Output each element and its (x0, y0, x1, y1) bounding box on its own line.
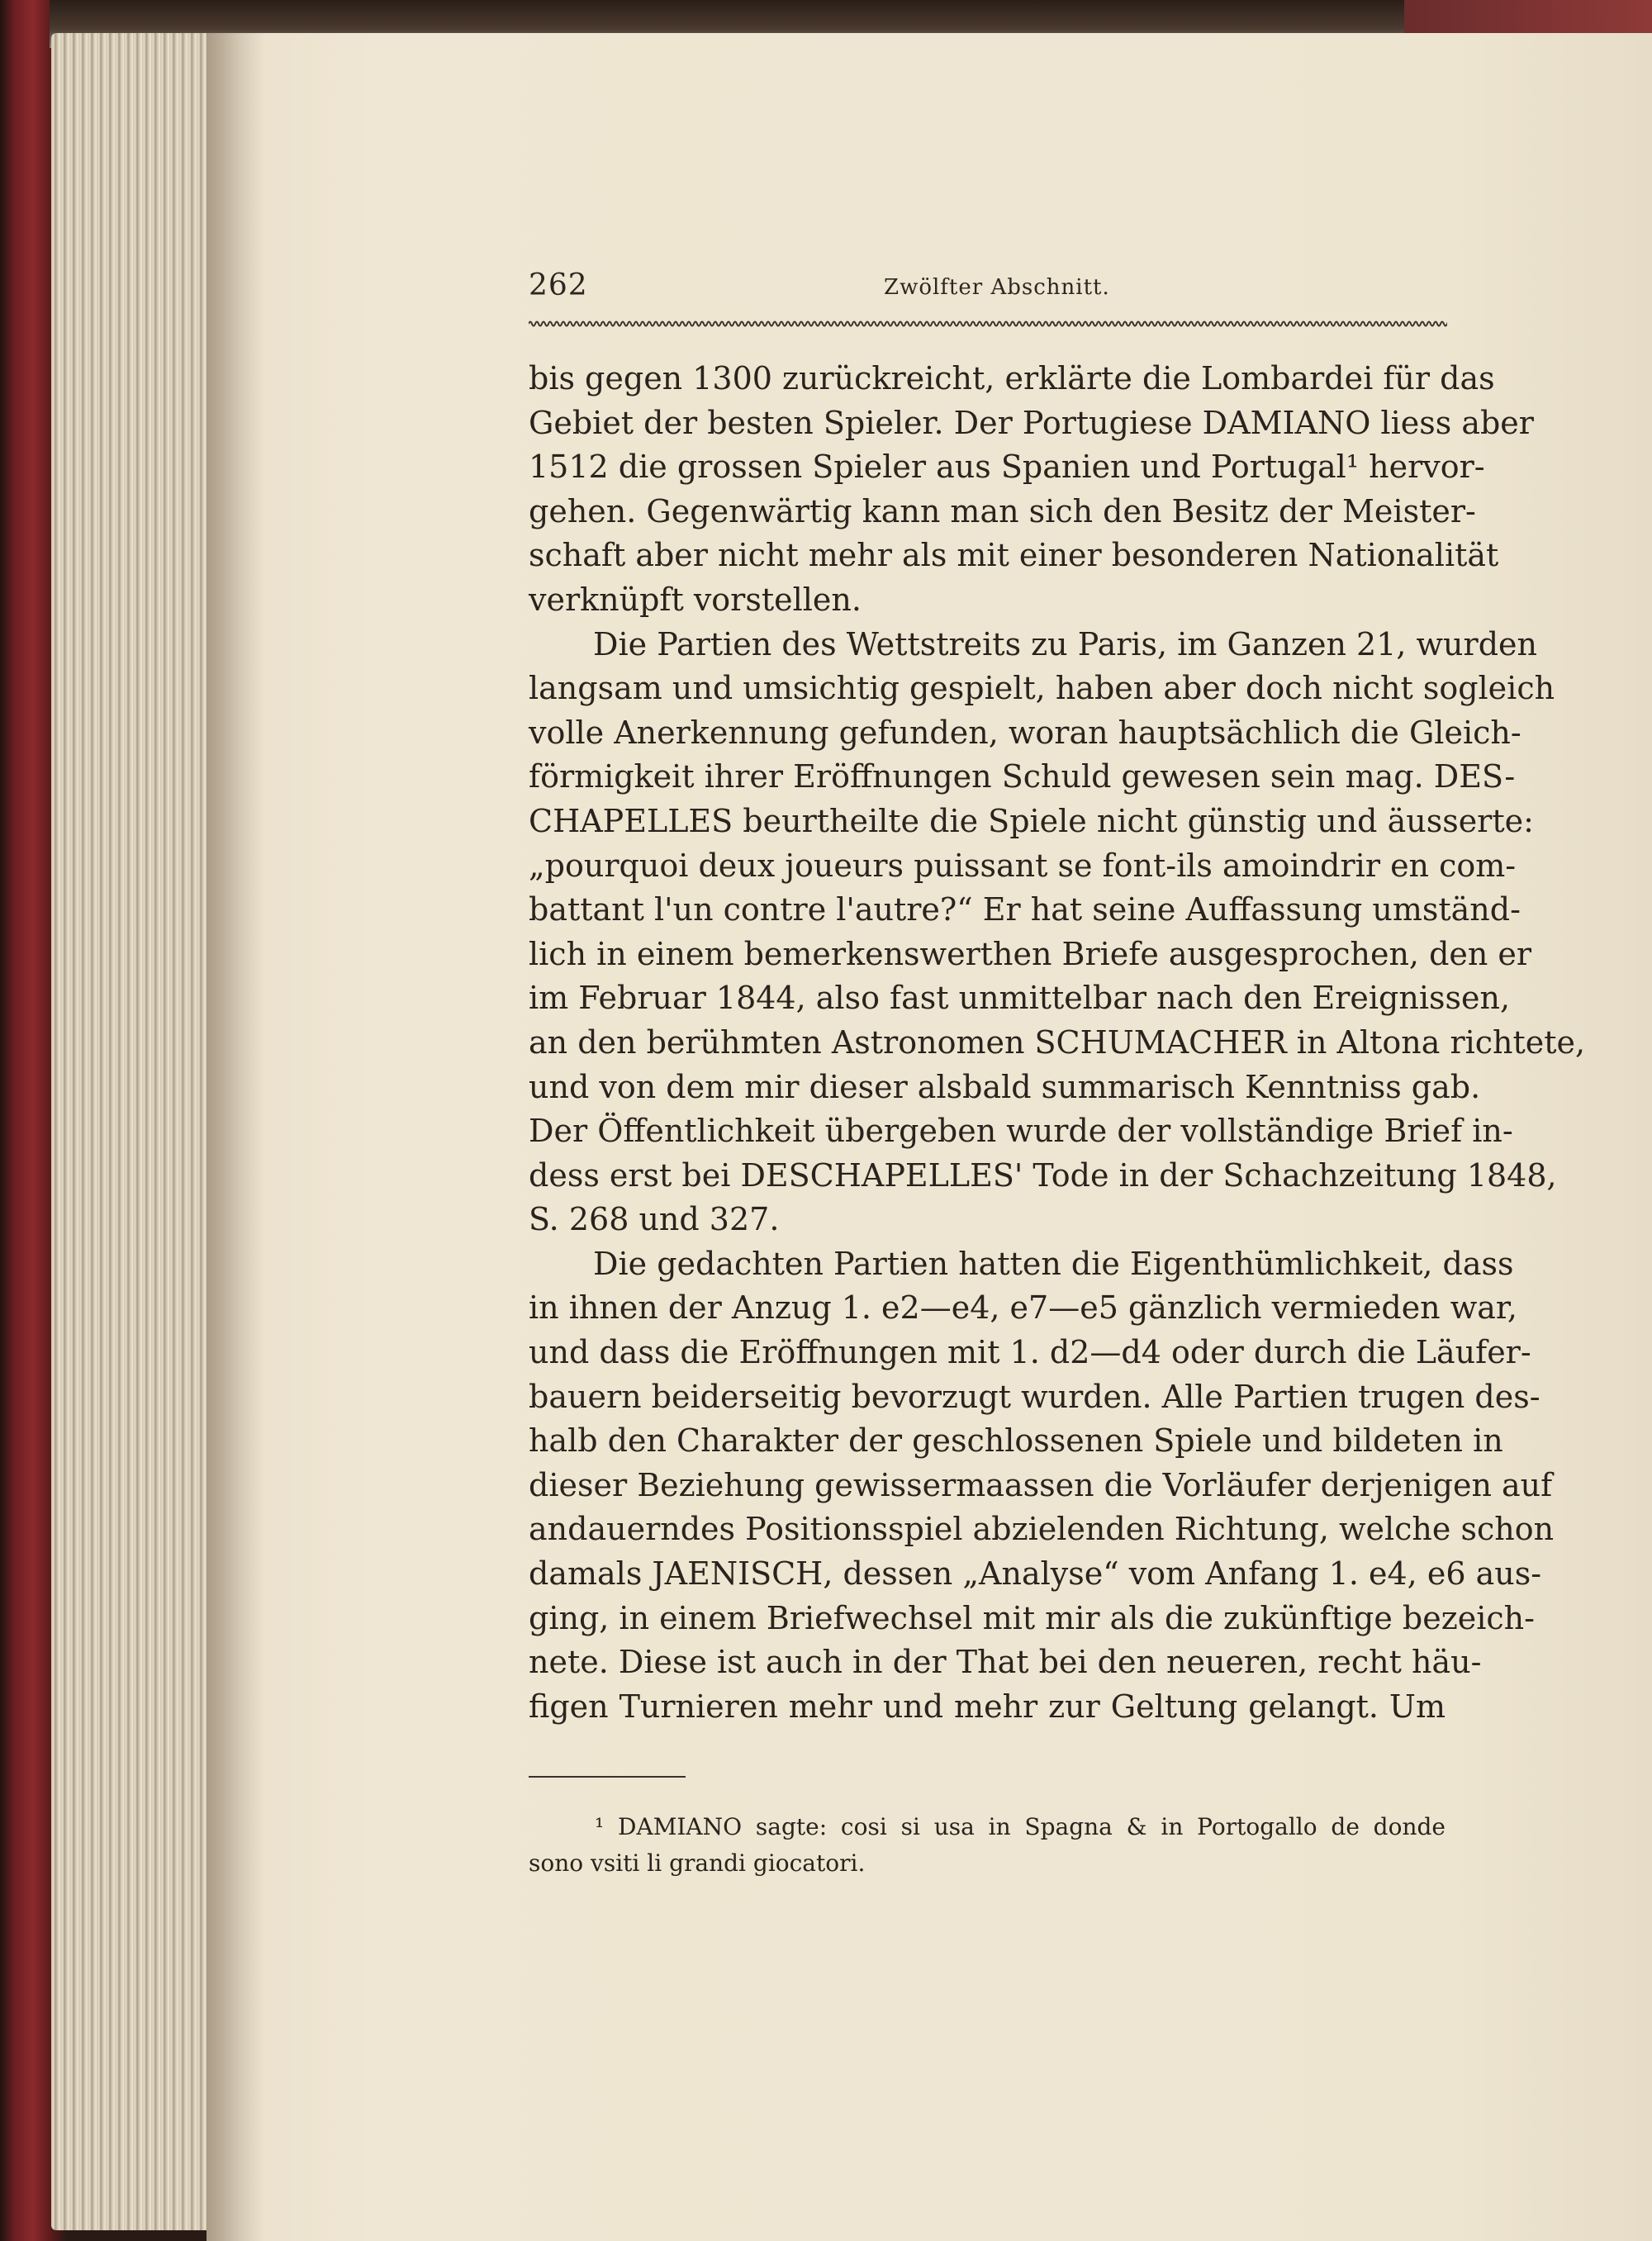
header-wavy-rule (529, 319, 1447, 329)
text-line: CHAPELLES beurtheilte die Spiele nicht günstig und äusserte: (529, 802, 1534, 839)
text-line: gehen. Gegenwärtig kann man sich den Besitz der Meister- (529, 492, 1476, 529)
text-line: volle Anerkennung gefunden, woran hauptsächlich die Gleich- (529, 714, 1521, 751)
text-line: Die Partien des Wettstreits zu Paris, im Ganzen 21, wurden (593, 625, 1537, 662)
text-line: „pourquoi deux joueurs puissant se font-ils amoindrir en com- (529, 847, 1517, 884)
text-line: Die gedachten Partien hatten die Eigenthümlichkeit, dass (593, 1245, 1514, 1282)
text-line: Gebiet der besten Spieler. Der Portugiese DAMIANO liess aber (529, 404, 1534, 441)
text-line: bis gegen 1300 zurückreicht, erklärte die Lombardei für das (529, 360, 1495, 396)
text-line: battant l'un contre l'autre?“ Er hat seine Auffassung umständ- (529, 891, 1521, 928)
text-line: bauern beiderseitig bevorzugt wurden. Alle Partien trugen des- (529, 1378, 1540, 1415)
text-line: nete. Diese ist auch in der That bei den neueren, recht häu- (529, 1644, 1482, 1681)
text-line: schaft aber nicht mehr als mit einer besonderen Nationalität (529, 537, 1499, 574)
text-line: förmigkeit ihrer Eröffnungen Schuld gewesen sein mag. DES- (529, 758, 1516, 795)
footnote-line: ¹ DAMIANO sagte: cosi si usa in Spagna & in Portogallo de donde (595, 1813, 1446, 1840)
footnote-rule (529, 1776, 686, 1778)
text-line: an den berühmten Astronomen SCHUMACHER in Altona richtete, (529, 1023, 1586, 1061)
text-line: figen Turnieren mehr und mehr zur Geltung gelangt. Um (529, 1688, 1446, 1725)
gutter-shadow (206, 33, 264, 2241)
text-line: lich in einem bemerkenswerthen Briefe ausgesprochen, den er (529, 935, 1532, 972)
text-line: dieser Beziehung gewissermaassen die Vorläufer derjenigen auf (529, 1466, 1553, 1503)
running-head (529, 268, 1446, 318)
footnote (529, 1809, 1446, 1882)
text-line: ging, in einem Briefwechsel mit mir als die zukünftige bezeich- (529, 1599, 1535, 1636)
page-stack-edge (51, 33, 216, 2230)
text-line: langsam und umsichtig gespielt, haben aber doch nicht sogleich (529, 670, 1555, 707)
chapter-title: Zwölfter Abschnitt. (884, 275, 1110, 300)
footnote-line: sono vsiti li grandi giocatori. (529, 1849, 866, 1877)
text-line: dess erst bei DESCHAPELLES' Tode in der Schachzeitung 1848, (529, 1156, 1557, 1194)
text-line: und von dem mir dieser alsbald summarisch Kenntniss gab. (529, 1068, 1481, 1105)
page-number: 262 (529, 268, 588, 302)
body-text (529, 357, 1586, 1729)
text-line: andauerndes Positionsspiel abzielenden Richtung, welche schon (529, 1511, 1555, 1548)
text-line: in ihnen der Anzug 1. e2—e4, e7—e5 gänzlich vermieden war, (529, 1289, 1517, 1327)
text-line: 1512 die grossen Spieler aus Spanien und Portugal¹ hervor- (529, 449, 1485, 486)
text-line: Der Öffentlichkeit übergeben wurde der vollständige Brief in- (529, 1113, 1513, 1150)
text-line: und dass die Eröffnungen mit 1. d2—d4 oder durch die Läufer- (529, 1334, 1531, 1371)
text-line: halb den Charakter der geschlossenen Spiele und bildeten in (529, 1422, 1503, 1460)
text-line: verknüpft vorstellen. (529, 581, 862, 618)
text-line: im Februar 1844, also fast unmittelbar nach den Ereignissen, (529, 980, 1511, 1017)
text-line: damals JAENISCH, dessen „Analyse“ vom Anfang 1. e4, e6 aus- (529, 1555, 1542, 1593)
text-line: S. 268 und 327. (529, 1201, 780, 1238)
